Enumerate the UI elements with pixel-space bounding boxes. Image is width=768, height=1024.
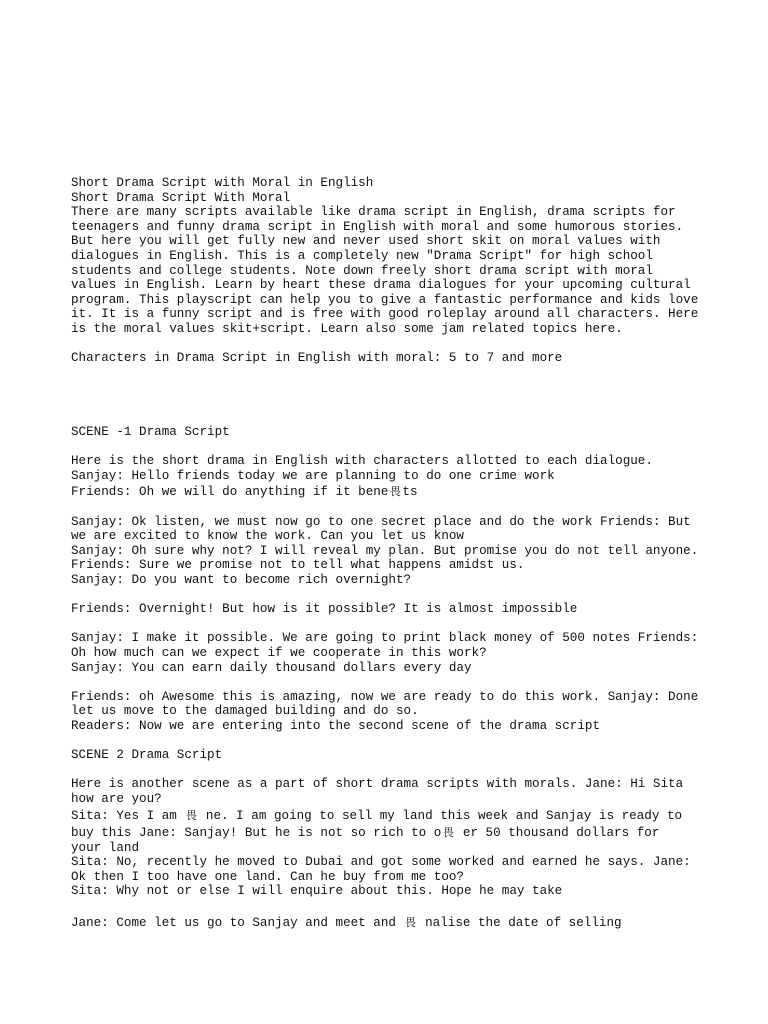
dialogue-line: Sanjay: Ok listen, we must now go to one secret place and do the work Friends: But	[71, 514, 691, 529]
paragraph-gap	[71, 899, 731, 914]
dialogue-line: Sanjay: Hello friends today we are planning to do one crime work	[71, 468, 555, 483]
dialogue-line	[71, 824, 731, 841]
document-title: Short Drama Script with Moral in English	[71, 176, 374, 190]
paragraph-gap	[71, 337, 731, 352]
missing-glyph-icon: 畏	[442, 825, 454, 839]
dialogue-line: Oh how much can we expect if we cooperate in this work?	[71, 646, 487, 661]
dialogue-line: Sanjay: Oh sure why not? I will reveal my plan. But promise you do not tell anyone.	[71, 543, 699, 558]
intro-line: program. This playscript can help you to give a fantastic performance and kids love	[71, 292, 699, 307]
dialogue-text: buy this Jane: Sanjay! But he is not so rich to o	[71, 825, 442, 840]
dialogue-line	[71, 914, 731, 931]
paragraph-gap	[71, 734, 731, 749]
dialogue-text: er 50 thousand dollars for	[455, 825, 660, 840]
dialogue-text: Sita: Yes I am	[71, 808, 185, 823]
intro-line: But here you will get fully new and never used short skit on moral values with	[71, 234, 661, 249]
dialogue-line: Sanjay: Do you want to become rich overnight?	[71, 573, 412, 588]
dialogue-line: Sanjay: I make it possible. We are going to print black money of 500 notes Friends:	[71, 631, 699, 646]
dialogue-text: ts	[402, 485, 418, 500]
paragraph-gap	[71, 617, 731, 632]
dialogue-line: Ok then I too have one land. Can he buy from me too?	[71, 869, 464, 884]
missing-glyph-icon: 畏	[389, 485, 401, 499]
intro-line: teenagers and funny drama script in English with moral and some humorous stories.	[71, 219, 684, 234]
dialogue-text: Jane: Come let us go to Sanjay and meet and	[71, 915, 404, 930]
dialogue-line: Friends: Overnight! But how is it possible? It is almost impossible	[71, 602, 578, 617]
paragraph-gap	[71, 500, 731, 515]
missing-glyph-icon: 畏	[405, 915, 417, 929]
dialogue-line: Friends: Sure we promise not to tell what happens amidst us.	[71, 558, 525, 573]
intro-line: is the moral values skit+script. Learn also some jam related topics here.	[71, 321, 623, 336]
dialogue-line: your land	[71, 840, 140, 855]
dialogue-line: Here is another scene as a part of short drama scripts with morals. Jane: Hi Sita	[71, 777, 684, 792]
dialogue-line: Sita: No, recently he moved to Dubai and got some worked and earned he says. Jane:	[71, 855, 691, 870]
dialogue-line: let us move to the damaged building and do so.	[71, 704, 419, 719]
dialogue-line	[71, 807, 731, 824]
dialogue-line: Sita: Why not or else I will enquire about this. Hope he may take	[71, 884, 563, 899]
section-gap	[71, 366, 731, 425]
dialogue-text: ne. I am going to sell my land this week and Sanjay is ready to	[198, 808, 683, 823]
dialogue-line: Sanjay: You can earn daily thousand dollars every day	[71, 660, 472, 675]
missing-glyph-icon: 畏	[185, 808, 197, 822]
intro-line: students and college students. Note down freely short drama script with moral	[71, 263, 653, 278]
document-subtitle: Short Drama Script With Moral	[71, 190, 291, 205]
dialogue-line: how are you?	[71, 791, 162, 806]
paragraph-gap	[71, 763, 731, 778]
intro-line: dialogues in English. This is a completely new "Drama Script" for high school	[71, 248, 653, 263]
paragraph-gap	[71, 588, 731, 603]
document-page	[71, 176, 731, 931]
dialogue-text: Friends: Oh we will do anything if it bene	[71, 485, 389, 500]
intro-line: values in English. Learn by heart these drama dialogues for your upcoming cultural	[71, 278, 691, 293]
intro-line: it. It is a funny script and is free with good roleplay around all characters. Here	[71, 307, 699, 322]
dialogue-line: Here is the short drama in English with characters allotted to each dialogue.	[71, 453, 653, 468]
scene2-heading: SCENE 2 Drama Script	[71, 748, 223, 763]
dialogue-text: nalise the date of selling	[417, 915, 622, 930]
intro-line: There are many scripts available like drama script in English, drama scripts for	[71, 205, 676, 220]
paragraph-gap	[71, 675, 731, 690]
dialogue-line: Friends: oh Awesome this is amazing, now we are ready to do this work. Sanjay: Done	[71, 689, 699, 704]
dialogue-line: Readers: Now we are entering into the second scene of the drama script	[71, 719, 601, 733]
dialogue-line: we are excited to know the work. Can you let us know	[71, 529, 464, 544]
paragraph-gap	[71, 439, 731, 454]
scene1-heading: SCENE -1 Drama Script	[71, 424, 230, 439]
dialogue-line	[71, 483, 731, 500]
characters-line: Characters in Drama Script in English with moral: 5 to 7 and more	[71, 351, 563, 366]
